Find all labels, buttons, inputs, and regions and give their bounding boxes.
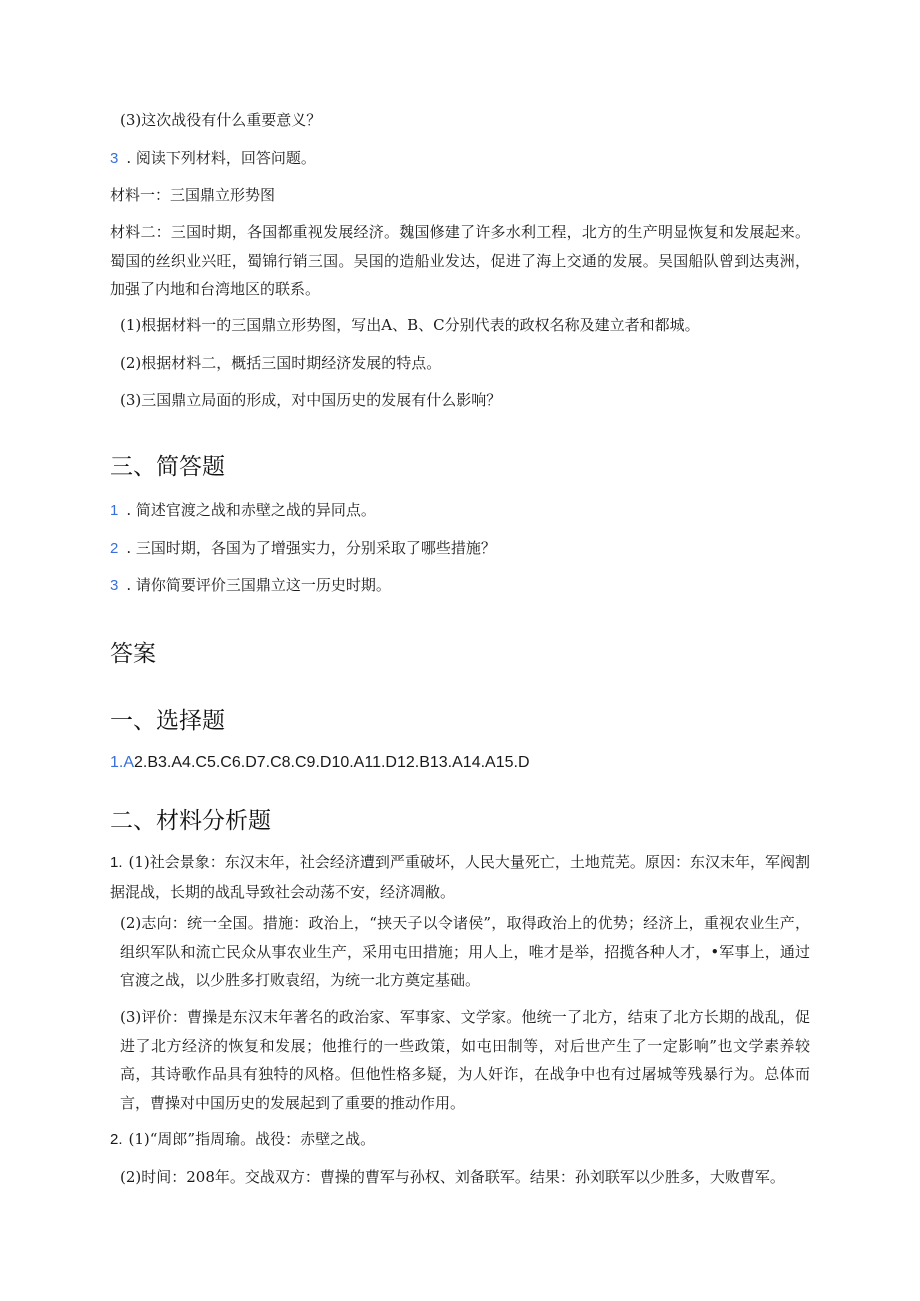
material-1: 材料一：三国鼎立形势图 — [110, 186, 276, 204]
answer-text: (1)社会景象：东汉末年，社会经济遭到严重破坏，人民大量死亡，土地荒芜。原因：东汉末年，军阀割据混战，长期的战乱导致社会动荡不安，经济凋敝。 — [110, 853, 810, 901]
short-answer-item-3 — [110, 573, 810, 598]
question-3-sub-3: (3)三国鼎立局面的形成，对中国历史的发展有什么影响？ — [120, 391, 502, 409]
short-answer-heading: 三、简答题 — [110, 454, 225, 480]
question-3-sub-1: (1)根据材料一的三国鼎立形势图，写出A、B、C分别代表的政权名称及建立者和都城。 — [120, 316, 700, 334]
choice-answers — [110, 751, 530, 775]
material-2: 材料二：三国时期，各国都重视发展经济。魏国修建了许多水利工程，北方的生产明显恢复和发展起来。蜀国的丝织业兴旺，蜀锦行销三国。吴国的造船业发达，促进了海上交通的发展。吴国船队曾到达夷洲，加强了内地和台湾地区的联系。 — [110, 223, 810, 298]
question-number: 2 — [110, 540, 119, 557]
question-3-sub-2: (2)根据材料二，概括三国时期经济发展的特点。 — [120, 354, 442, 372]
answer-2-part-2: (2)时间：208年。交战双方：曹操的曹军与孙权、刘备联军。结果：孙刘联军以少胜多，大败曹军。 — [120, 1168, 785, 1186]
answer-number: 2. — [110, 1131, 123, 1148]
answer-1-part-1 — [110, 848, 810, 906]
analysis-heading: 二、材料分析题 — [110, 808, 271, 834]
answer-text: (1)“周郎”指周瑜。战役：赤壁之战。 — [128, 1130, 376, 1148]
short-answer-item-1 — [110, 498, 810, 523]
answer-1-part-2: (2)志向：统一全国。措施：政治上，“挟天子以令诸侯”，取得政治上的优势；经济上，重视农业生产，组织军队和流亡民众从事农业生产，采用屯田措施；用人上，唯才是举，招揽各种人才，•军事上，通过官渡之战，以少胜多打败袁绍，为统一北方奠定基础。 — [120, 914, 810, 989]
choice-heading: 一、选择题 — [110, 708, 225, 734]
answer-number: 1. — [110, 854, 123, 871]
question-text: . 请你简要评价三国鼎立这一历史时期。 — [126, 576, 391, 594]
question-text: . 三国时期，各国为了增强实力，分别采取了哪些措施？ — [126, 539, 496, 557]
answer-1-part-3: (3)评价：曹操是东汉末年著名的政治家、军事家、文学家。他统一了北方，结束了北方长期的战乱，促进了北方经济的恢复和发展；他推行的一些政策，如屯田制等，对后世产生了一定影响”也文学素养较高，其诗歌作品具有独特的风格。但他性格多疑，为人奸诈，在战争中也有过屠城等残暴行为。总体而言，曹操对中国历史的发展起到了重要的推动作用。 — [120, 1008, 810, 1112]
question-number: 3 — [110, 577, 119, 594]
question-2-sub-3: (3)这次战役有什么重要意义？ — [120, 111, 322, 129]
question-number: 1 — [110, 502, 119, 519]
answer-2-part-1 — [110, 1127, 810, 1152]
question-3-heading — [110, 146, 810, 171]
question-text: . 简述官渡之战和赤壁之战的异同点。 — [126, 501, 376, 519]
choice-remaining-answers: 2.B3.A4.C5.C6.D7.C8.C9.D10.A11.D12.B13.A14.A15.D — [134, 754, 530, 771]
question-text: . 阅读下列材料，回答问题。 — [126, 149, 316, 167]
answers-heading: 答案 — [110, 641, 156, 667]
short-answer-item-2 — [110, 536, 810, 561]
choice-first-answer: 1.A — [110, 754, 135, 771]
question-number: 3 — [110, 150, 119, 167]
